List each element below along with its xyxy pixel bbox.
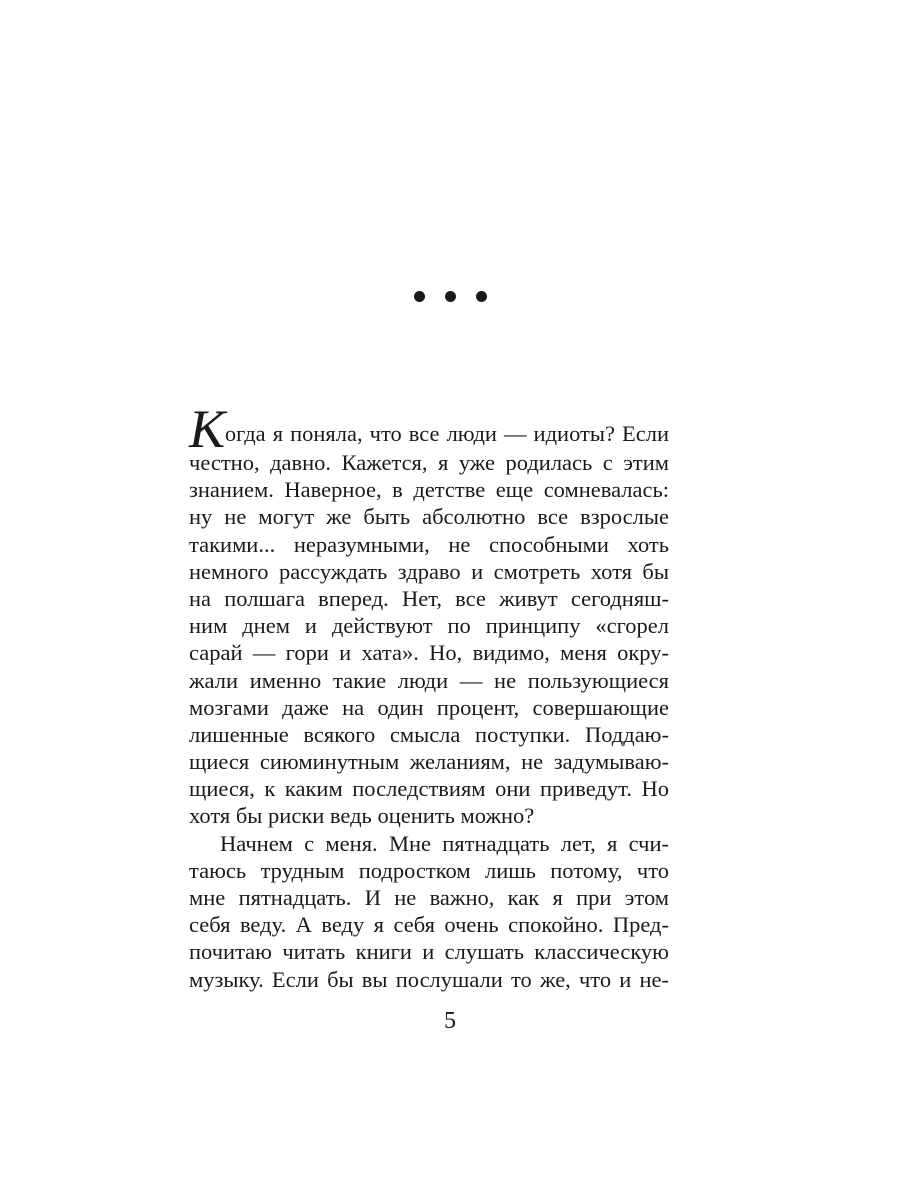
text-line: сарай — гори и хата». Но, видимо, меня окру- xyxy=(189,640,669,666)
text-line: таюсь трудным подростком лишь потому, что xyxy=(189,857,669,883)
section-break-ornament xyxy=(0,291,900,302)
text-line: ним днем и действуют по принципу «сгорел xyxy=(189,613,669,639)
drop-cap: К xyxy=(189,399,225,459)
text-line: ну не могут же быть абсолютно все взрослые xyxy=(189,504,669,530)
ornament-dot xyxy=(414,291,425,302)
text-line: жали именно такие люди — не пользующиеся xyxy=(189,667,669,693)
text-line: знанием. Наверное, в детстве еще сомневалась: xyxy=(189,477,669,503)
text-line: себя веду. А веду я себя очень спокойно. Пред- xyxy=(189,912,669,938)
ornament-dot xyxy=(476,291,487,302)
text-line: лишенные всякого смысла поступки. Поддаю- xyxy=(189,721,669,747)
text-line: почитаю читать книги и слушать классическую xyxy=(189,939,669,965)
page-number: 5 xyxy=(444,1008,456,1034)
ornament-dot xyxy=(445,291,456,302)
text-line: такими... неразумными, не способными хоть xyxy=(189,531,669,557)
text-line: музыку. Если бы вы послушали то же, что и не- xyxy=(189,966,669,992)
text-line: мне пятнадцать. И не важно, как я при этом xyxy=(189,885,669,910)
text-line: честно, давно. Кажется, я уже родилась с этим xyxy=(189,450,669,475)
paragraph-1-first-line xyxy=(189,399,669,459)
text-line: щиеся сиюминутным желаниям, не задумываю- xyxy=(189,749,669,775)
text-line: хотя бы риски ведь оценить можно? xyxy=(189,803,535,829)
text-line: мозгами даже на один процент, совершающие xyxy=(189,694,669,720)
text-line: немного рассуждать здраво и смотреть хотя бы xyxy=(189,558,669,584)
first-line-text: огда я поняла, что все люди — идиоты? Если xyxy=(224,420,669,446)
text-line: щиеся, к каким последствиям они приведут. Но xyxy=(189,776,669,802)
paragraph-2-first-line: Начнем с меня. Мне пятнадцать лет, я счи- xyxy=(220,830,669,856)
body-text xyxy=(189,399,669,993)
text-line: на полшага вперед. Нет, все живут сегодняш- xyxy=(189,585,669,611)
